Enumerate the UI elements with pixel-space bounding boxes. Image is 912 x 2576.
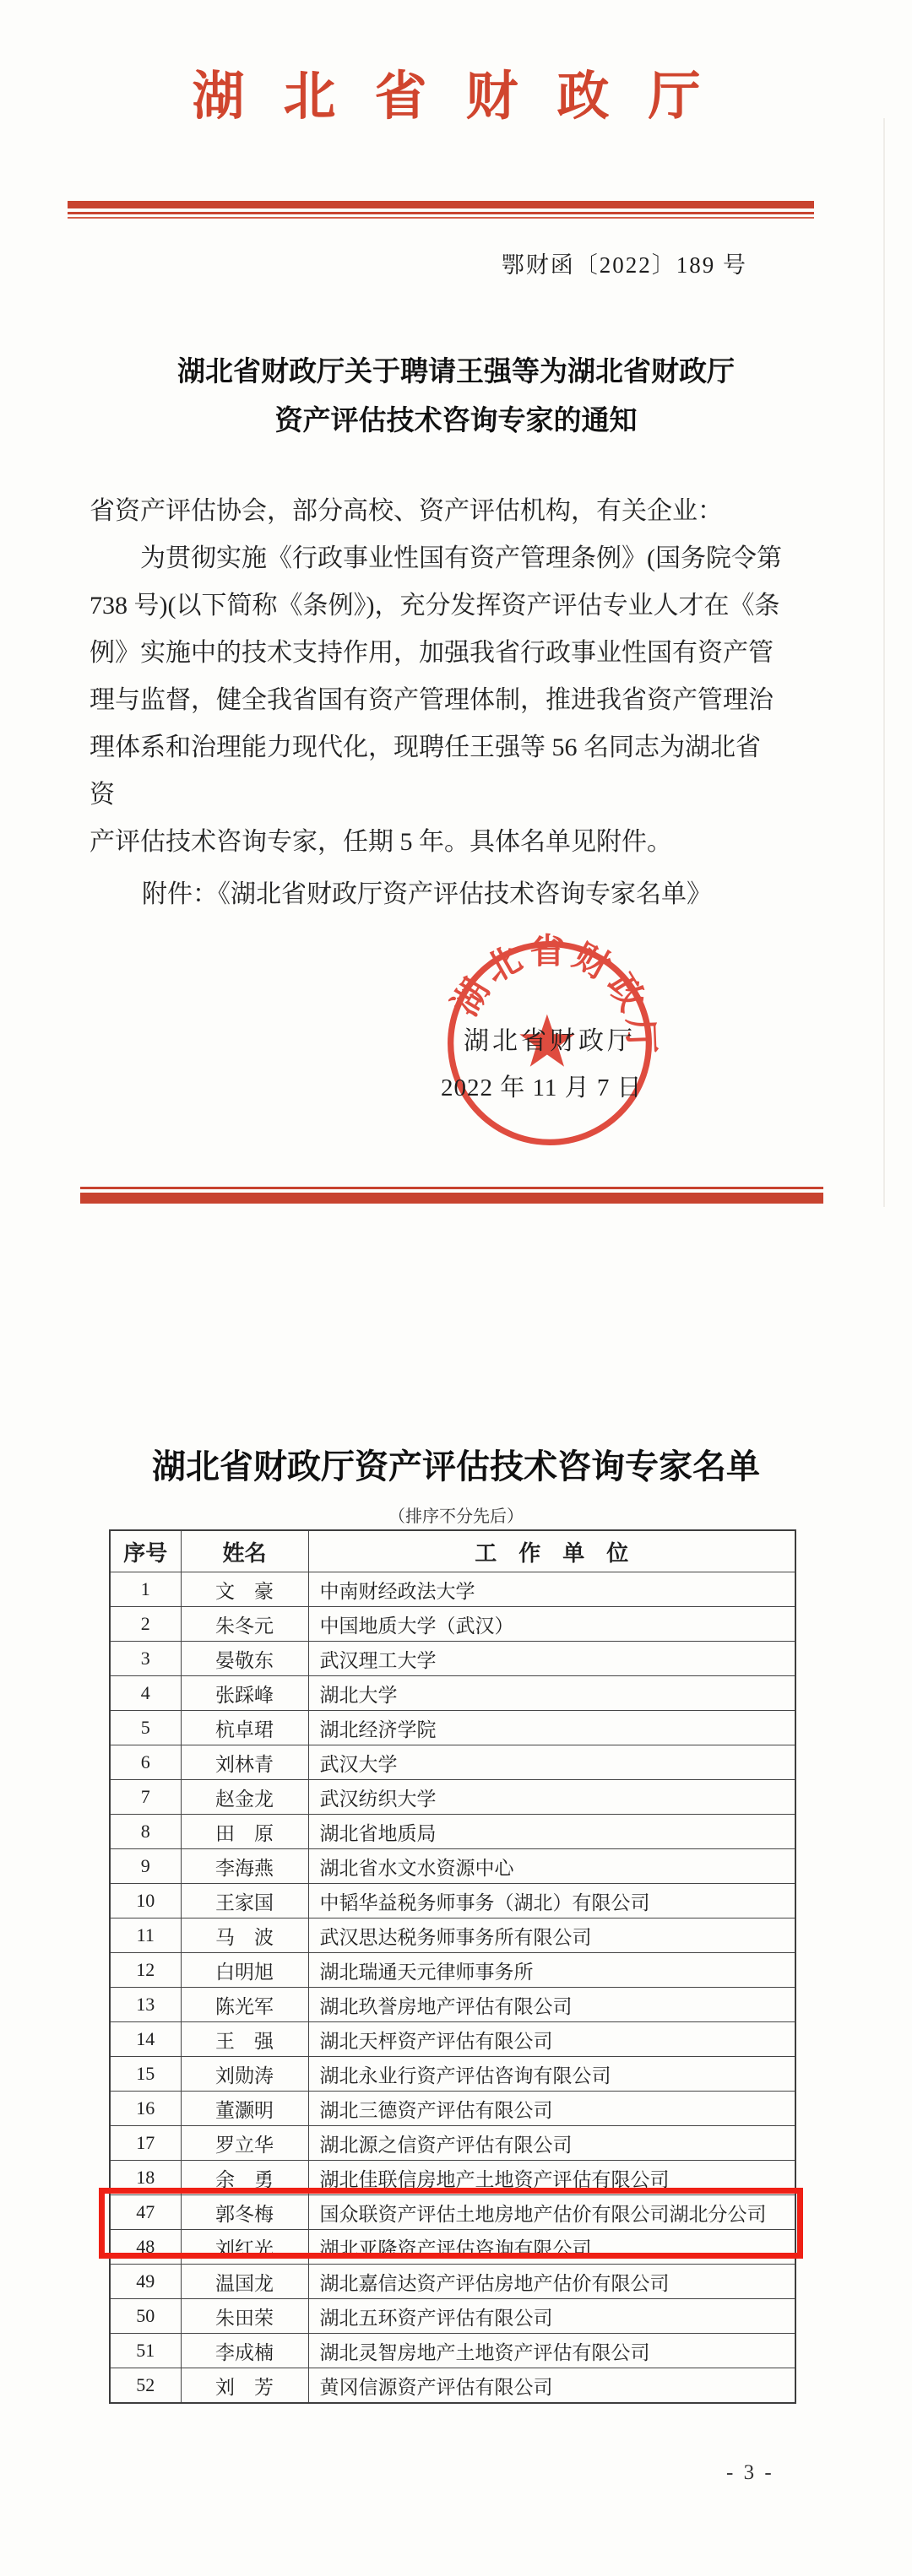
body-line: 理与监督，健全我省国有资产管理体制，推进我省资产管理治 [90, 686, 774, 714]
cell-name: 马 波 [181, 1918, 308, 1953]
table-row [110, 1918, 795, 1953]
cell-name: 赵金龙 [181, 1780, 308, 1815]
cell-serial-no: 5 [110, 1711, 181, 1745]
table-row [110, 1745, 795, 1780]
table-row [110, 1780, 795, 1815]
cell-name: 晏敬东 [181, 1642, 308, 1676]
table-row [110, 1988, 795, 2022]
cell-serial-no: 14 [110, 2022, 181, 2057]
cell-serial-no: 52 [110, 2368, 181, 2404]
cell-work-unit: 湖北省地质局 [308, 1815, 795, 1849]
cell-name: 刘 芳 [181, 2368, 308, 2404]
notice-title [0, 348, 912, 446]
table-row [110, 2265, 795, 2299]
cell-work-unit: 湖北永业行资产评估咨询有限公司 [308, 2057, 795, 2092]
cell-name: 董灏明 [181, 2092, 308, 2126]
table-row [110, 2299, 795, 2334]
cell-name: 张踩峰 [181, 1676, 308, 1711]
body-line: 省资产评估协会，部分高校、资产评估机构，有关企业： [90, 497, 723, 525]
cell-work-unit: 湖北三德资产评估有限公司 [308, 2092, 795, 2126]
expert-roster-table [109, 1529, 796, 2404]
cell-serial-no: 16 [110, 2092, 181, 2126]
letterhead-divider [68, 201, 814, 219]
cell-serial-no: 12 [110, 1953, 181, 1988]
cell-name: 王家国 [181, 1884, 308, 1918]
cell-serial-no: 17 [110, 2126, 181, 2161]
cell-name: 罗立华 [181, 2126, 308, 2161]
table-row [110, 1711, 795, 1745]
cell-name: 李海燕 [181, 1849, 308, 1884]
table-row [110, 1884, 795, 1918]
cell-work-unit: 湖北嘉信达资产评估房地产估价有限公司 [308, 2265, 795, 2299]
cell-serial-no: 13 [110, 1988, 181, 2022]
red-annotation-box [99, 2188, 803, 2259]
cell-work-unit: 湖北玖誉房地产评估有限公司 [308, 1988, 795, 2022]
body-line: 例》实施中的技术支持作用，加强我省行政事业性国有资产管 [90, 639, 774, 667]
cell-name: 郭冬梅 [181, 2195, 308, 2230]
seal-arc-text: 湖北省财政厅 [445, 932, 661, 1060]
cell-work-unit: 湖北省水文水资源中心 [308, 1849, 795, 1884]
table-row [110, 2334, 795, 2368]
table-row [110, 1849, 795, 1884]
cell-serial-no: 48 [110, 2230, 181, 2265]
cell-name: 田 原 [181, 1815, 308, 1849]
cell-serial-no: 2 [110, 1607, 181, 1642]
cell-work-unit: 湖北灵智房地产土地资产评估有限公司 [308, 2334, 795, 2368]
cell-name: 王 强 [181, 2022, 308, 2057]
cell-serial-no: 10 [110, 1884, 181, 1918]
page-bottom-divider [80, 1187, 823, 1204]
cell-name: 朱冬元 [181, 1607, 308, 1642]
table-row [110, 1607, 795, 1642]
body-line: 738 号)(以下简称《条例》)，充分发挥资产评估专业人才在《条 [90, 592, 780, 620]
cell-name: 陈光军 [181, 1988, 308, 2022]
cell-work-unit: 武汉理工大学 [308, 1642, 795, 1676]
table-row [110, 2092, 795, 2126]
cell-name: 朱田荣 [181, 2299, 308, 2334]
cell-serial-no: 3 [110, 1642, 181, 1676]
cell-serial-no: 50 [110, 2299, 181, 2334]
cell-work-unit: 湖北瑞通天元律师事务所 [308, 1953, 795, 1988]
scan-edge-artifact [883, 118, 885, 1207]
cell-name: 刘林青 [181, 1745, 308, 1780]
body-line: 理体系和治理能力现代化，现聘任王强等 56 名同志为湖北省资 [90, 733, 761, 809]
cell-serial-no: 15 [110, 2057, 181, 2092]
cell-serial-no: 51 [110, 2334, 181, 2368]
divider-faint-line [68, 217, 814, 219]
table-row [110, 1676, 795, 1711]
divider-thick-line [80, 1193, 823, 1204]
roster-header-row [110, 1530, 795, 1572]
table-row [110, 2126, 795, 2161]
attachment-reference: 附件：《湖北省财政厅资产评估技术咨询专家名单》 [142, 880, 712, 908]
signature-org: 湖北省财政厅 [464, 1027, 636, 1055]
cell-serial-no: 18 [110, 2161, 181, 2195]
cell-work-unit: 武汉大学 [308, 1745, 795, 1780]
body-line: 为贯彻实施《行政事业性国有资产管理条例》(国务院令第 [90, 544, 782, 572]
table-row [110, 2368, 795, 2404]
cell-serial-no: 47 [110, 2195, 181, 2230]
column-header-no: 序号 [110, 1530, 181, 1572]
cell-work-unit: 中国地质大学（武汉） [308, 1607, 795, 1642]
cell-name: 刘红光 [181, 2230, 308, 2265]
cell-work-unit: 国众联资产评估土地房地产估价有限公司湖北分公司 [308, 2195, 795, 2230]
cell-name: 刘勋涛 [181, 2057, 308, 2092]
cell-name: 白明旭 [181, 1953, 308, 1988]
cell-serial-no: 49 [110, 2265, 181, 2299]
signature-date: 2022 年 11 月 7 日 [441, 1074, 643, 1101]
table-row [110, 2057, 795, 2092]
cell-serial-no: 1 [110, 1572, 181, 1607]
cell-serial-no: 11 [110, 1918, 181, 1953]
divider-thick-line [68, 201, 814, 208]
cell-work-unit: 中南财经政法大学 [308, 1572, 795, 1607]
column-header-name: 姓名 [181, 1530, 308, 1572]
roster-title: 湖北省财政厅资产评估技术咨询专家名单 [152, 1448, 760, 1486]
letter-body [90, 488, 782, 866]
cell-work-unit: 中韬华益税务师事务（湖北）有限公司 [308, 1884, 795, 1918]
cell-serial-no: 6 [110, 1745, 181, 1780]
cell-work-unit: 湖北经济学院 [308, 1711, 795, 1745]
notice-title-line1: 湖北省财政厅关于聘请王强等为湖北省财政厅 [177, 357, 735, 387]
cell-work-unit: 武汉纺织大学 [308, 1780, 795, 1815]
table-row [110, 1815, 795, 1849]
body-line: 产评估技术咨询专家，任期 5 年。具体名单见附件。 [90, 828, 672, 856]
notice-title-line2: 资产评估技术咨询专家的通知 [274, 406, 638, 436]
column-header-unit: 工 作 单 位 [308, 1530, 795, 1572]
cell-name: 杭卓珺 [181, 1711, 308, 1745]
cell-work-unit: 黄冈信源资产评估有限公司 [308, 2368, 795, 2404]
cell-serial-no: 7 [110, 1780, 181, 1815]
cell-serial-no: 4 [110, 1676, 181, 1711]
cell-serial-no: 8 [110, 1815, 181, 1849]
cell-serial-no: 9 [110, 1849, 181, 1884]
cell-work-unit: 湖北亚隆资产评估咨询有限公司 [308, 2230, 795, 2265]
cell-work-unit: 湖北源之信资产评估有限公司 [308, 2126, 795, 2161]
cell-work-unit: 湖北天枰资产评估有限公司 [308, 2022, 795, 2057]
cell-work-unit: 湖北五环资产评估有限公司 [308, 2299, 795, 2334]
cell-work-unit: 武汉思达税务师事务所有限公司 [308, 1918, 795, 1953]
cell-name: 温国龙 [181, 2265, 308, 2299]
cell-work-unit: 湖北佳联信房地产土地资产评估有限公司 [308, 2161, 795, 2195]
document-number: 鄂财函〔2022〕189 号 [501, 252, 747, 278]
cell-name: 李成楠 [181, 2334, 308, 2368]
cell-name: 文 豪 [181, 1572, 308, 1607]
table-row [110, 2022, 795, 2057]
page-number: - 3 - [726, 2461, 774, 2484]
table-row [110, 1642, 795, 1676]
letterhead-title: 湖北省财政厅 [192, 68, 740, 126]
cell-name: 余 勇 [181, 2161, 308, 2195]
roster-subtitle: （排序不分先后） [388, 1507, 524, 1526]
table-row [110, 1572, 795, 1607]
divider-thin-line [68, 212, 814, 214]
table-row [110, 1953, 795, 1988]
cell-work-unit: 湖北大学 [308, 1676, 795, 1711]
divider-thin-line [80, 1187, 823, 1189]
